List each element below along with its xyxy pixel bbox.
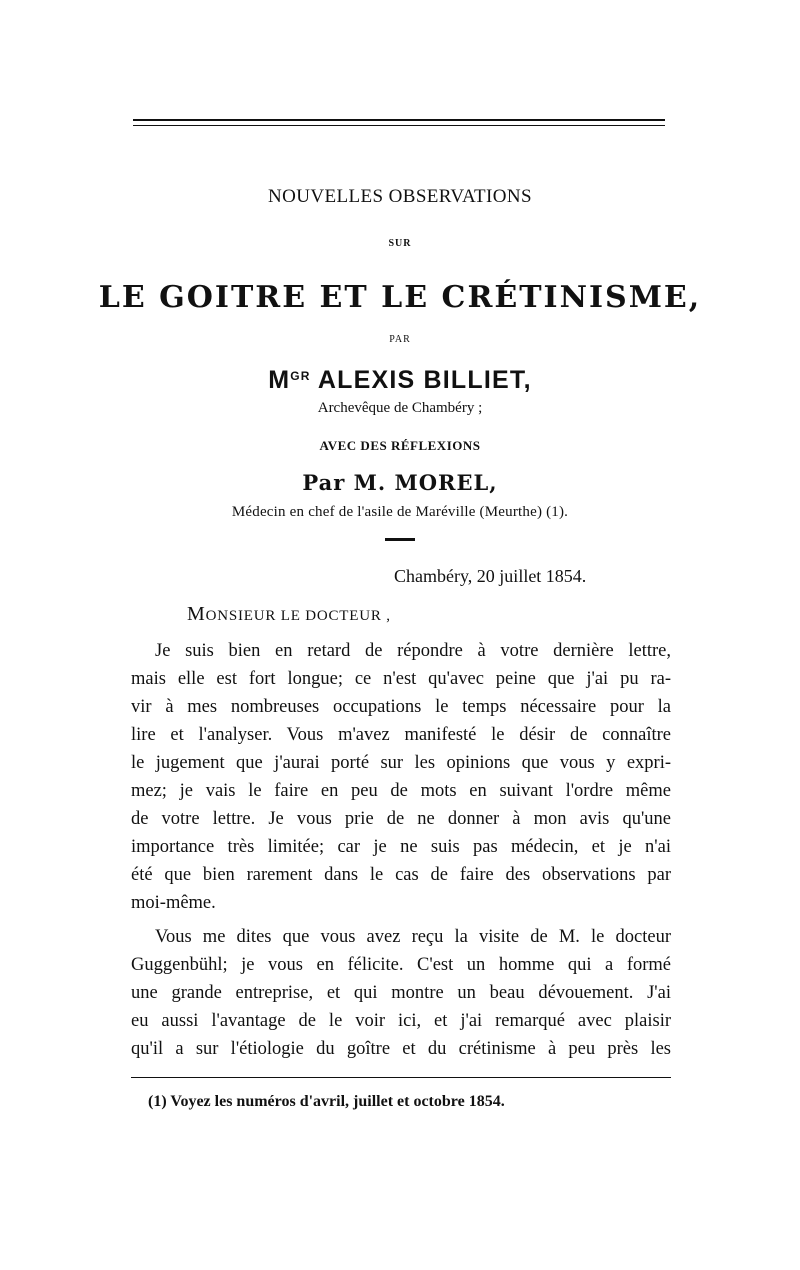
par-label: PAR	[389, 334, 411, 345]
pre-title: NOUVELLES OBSERVATIONS	[268, 186, 532, 207]
morel-line: Par M. MOREL,	[302, 470, 498, 495]
paragraph-line: Vous me dites que vous avez reçu la visite de M. le docteur	[155, 927, 671, 947]
paragraph-line: qu'il a sur l'étiologie du goître et du crétinisme à peu près les	[131, 1039, 671, 1059]
author-title: Archevêque de Chambéry ;	[317, 400, 483, 416]
paragraph-line: Guggenbühl; je vous en félicite. C'est un homme qui a formé	[131, 955, 671, 975]
main-title: LE GOITRE ET LE CRÉTINISME,	[98, 280, 702, 315]
sur-label: SUR	[388, 238, 412, 249]
paragraph-line: le jugement que j'aurai porté sur les opinions que vous y expri-	[131, 753, 671, 773]
footnote-rule	[131, 1077, 671, 1078]
paragraph-line: de votre lettre. Je vous prie de ne donner à mon avis qu'une	[131, 809, 671, 829]
author-prefix: M	[268, 366, 291, 394]
paragraph-line: mez; je vais le faire en peu de mots en suivant l'ordre même	[131, 781, 671, 801]
date-line: Chambéry, 20 juillet 1854.	[394, 566, 587, 586]
author-line	[0, 366, 800, 395]
footnote: (1) Voyez les numéros d'avril, juillet et octobre 1854.	[148, 1093, 505, 1110]
paragraph-line: eu aussi l'avantage de le voir ici, et j'ai remarqué avec plaisir	[131, 1011, 671, 1031]
author-superscript: GR	[290, 369, 311, 383]
paragraph-line: une grande entreprise, et qui montre un beau dévouement. J'ai	[131, 983, 671, 1003]
short-divider	[385, 538, 415, 541]
avec-reflexions: AVEC DES RÉFLEXIONS	[319, 438, 481, 453]
paragraph-line: lire et l'analyser. Vous m'avez manifesté le désir de connaître	[131, 725, 671, 745]
salutation: MONSIEUR LE DOCTEUR ,	[187, 603, 391, 625]
paragraph-line: importance très limitée; car je ne suis pas médecin, et je n'ai	[131, 837, 671, 857]
morel-title: Médecin en chef de l'asile de Maréville (Meurthe) (1).	[231, 504, 569, 520]
paragraph-line: vir à mes nombreuses occupations le temps nécessaire pour la	[131, 697, 671, 717]
top-double-rule	[133, 119, 665, 126]
paragraph-line: moi-même.	[131, 893, 216, 913]
paragraph-line: été que bien rarement dans le cas de faire des observations par	[131, 865, 671, 885]
paragraph-line: mais elle est fort longue; ce n'est qu'avec peine que j'ai pu ra-	[131, 669, 671, 689]
author-name: ALEXIS BILLIET,	[317, 366, 532, 394]
paragraph-line: Je suis bien en retard de répondre à votre dernière lettre,	[155, 641, 671, 661]
